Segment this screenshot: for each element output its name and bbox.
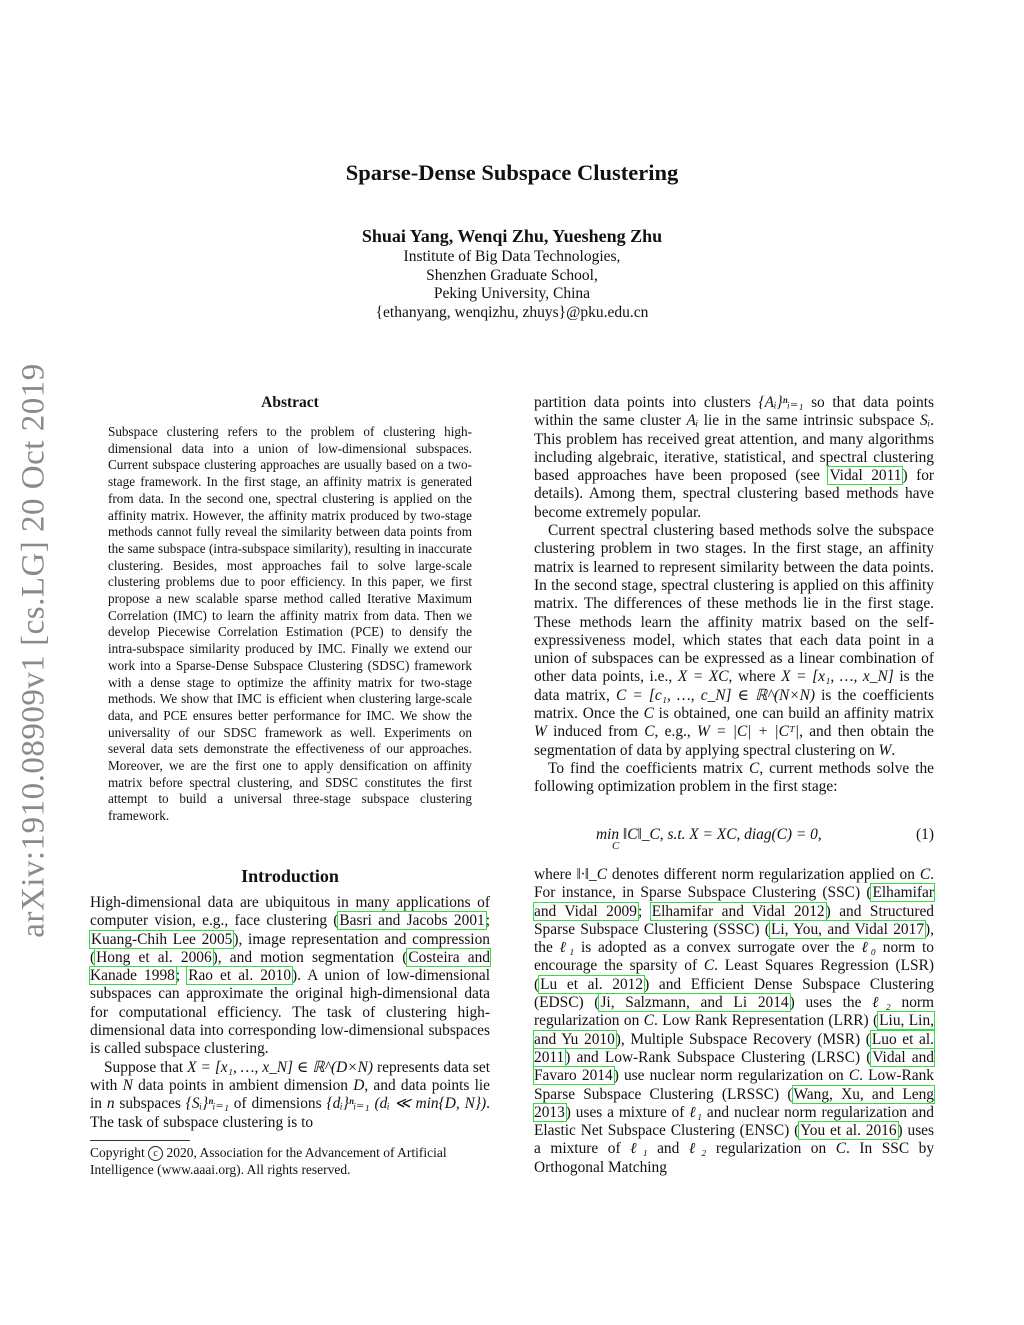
math-inline: X = [x₁, …, x_N] ∈ ℝ^(D×N) [187, 1058, 374, 1076]
math-inline: X = [x₁, …, x_N] [781, 668, 894, 686]
math-inline: {Aᵢ}ⁿᵢ₌₁ [758, 394, 804, 411]
math-inline: N [122, 1076, 133, 1094]
citation-link[interactable]: Li, You, and Vidal 2017 [770, 920, 925, 938]
intro-paragraph-1 [90, 894, 490, 1059]
text-run: ). A union of low-dimensional subspaces can approximate the original high-dimensional data for computational efficiency. The task of clustering high-dimensional data into corresponding low-dimensional subspaces is called subspace clustering. [90, 967, 490, 1058]
citation-link[interactable]: Elhamifar and Vidal 2009 [534, 884, 934, 920]
right-paragraph-4 [534, 866, 934, 1177]
text-run: Current spectral clustering based methods solve the subspace clustering problem in two stages. In the first stage, an affinity matrix is learned to represent similarity between the data points. In the second stage, spectral clustering is applied on this affinity matrix. The differences of these methods lie in the first stage. These methods learn the affinity matrix based on the self-expressiveness model, which states that each data point in a union of subspaces can be expressed as a linear combination of other data points, i.e., [534, 522, 934, 686]
right-paragraph-3 [534, 760, 934, 797]
right-column-top [534, 394, 934, 797]
math-inline: ℓ₁ [559, 939, 575, 957]
text-run: High-dimensional data are ubiquitous in many applications of computer vision, e.g., face clustering ( [90, 894, 490, 930]
text-run: denotes different norm regularization applied on [606, 866, 920, 883]
math-inline: ℓ₁ [630, 1140, 648, 1158]
math-inline: C [919, 866, 931, 883]
text-run: regularization on [706, 1140, 836, 1158]
left-column [90, 894, 490, 1132]
text-run: ), Multiple Subspace Recovery (MSR) ( [615, 1030, 871, 1048]
text-run: ) and Efficient Dense Subspace Clustering (EDSC) ( [534, 975, 935, 1012]
math-inline: C [703, 957, 715, 975]
equation-body: min ‖C‖_C, s.t. X = XC, diag(C) = 0, [596, 826, 822, 843]
introduction-heading: Introduction [241, 866, 339, 886]
text-run: norm to encourage the sparsity of [534, 939, 934, 975]
text-run: . In SSC by Orthogonal Matching [534, 1140, 935, 1176]
arxiv-id: arXiv:1910.08909v1 [cs.LG] 20 Oct 2019 [15, 362, 52, 938]
math-inline: ℓ₂ [872, 994, 891, 1012]
text-run: induced from [546, 723, 645, 741]
text-run: is the data matrix, [534, 668, 935, 704]
text-run: . Low Rank Representation (LRR) ( [653, 1012, 879, 1030]
author-emails: {ethanyang, wenqizhu, zhuys}@pku.edu.cn [375, 303, 649, 321]
math-inline: C [835, 1140, 846, 1158]
text-run: To find the coefficients matrix [548, 759, 750, 777]
text-run: and nuclear norm regularization and Elastic Net Subspace Clustering (ENSC) ( [534, 1103, 934, 1140]
citation-link[interactable]: Ji, Salzmann, and Li 2014 [600, 994, 789, 1012]
text-run: ) uses a mixture of [534, 1122, 935, 1158]
text-run: , current methods solve the following optimization problem in the first stage: [534, 759, 934, 796]
math-inline: W [534, 723, 547, 741]
math-inline: {dᵢ}ⁿᵢ₌₁ [326, 1095, 370, 1113]
text-run: so that data points within the same cluster [534, 394, 934, 430]
text-run: is obtained, one can build an affinity matrix [653, 705, 934, 723]
text-run: 2020, Association for the Advancement of Artificial Intelligence (www.aaai.org). All rights reserved. [90, 1145, 447, 1177]
citation-link[interactable]: Liu, Lin, and Yu 2010 [534, 1012, 935, 1048]
text-run: ), the [534, 920, 934, 957]
affiliation-line: Institute of Big Data Technologies, [403, 248, 621, 265]
math-inline: C [848, 1067, 860, 1085]
text-run: ; [485, 912, 490, 930]
right-paragraph-2 [534, 522, 934, 760]
math-inline: ℓ₀ [861, 939, 877, 957]
paper-title: Sparse-Dense Subspace Clustering [345, 160, 679, 185]
text-run: . This problem has received great attention, and many algorithms including algebraic, iterative, statistical, and spectral clustering based approaches have been proposed (see [534, 412, 934, 485]
citation-link[interactable]: Kuang-Chih Lee 2005 [91, 930, 233, 948]
text-run: represents data set with [90, 1058, 491, 1094]
text-run: ; [637, 902, 651, 920]
citation-link[interactable]: Rao et al. 2010 [188, 967, 292, 985]
text-run: Suppose that [104, 1058, 188, 1076]
affiliation-block [0, 248, 1024, 322]
text-run: ) use nuclear norm regularization on [613, 1067, 849, 1085]
right-column-bottom [534, 866, 934, 1177]
math-inline: C [643, 1012, 654, 1030]
text-run: . For instance, in Sparse Subspace Clustering (SSC) ( [534, 866, 934, 902]
text-run: ; [175, 967, 188, 985]
text-run: , where [728, 668, 782, 686]
text-run: ), image representation and compression ( [90, 930, 490, 966]
text-run: ) uses a mixture of [565, 1103, 690, 1121]
math-inline: D [353, 1076, 365, 1094]
text-run: is the coefficients matrix. Once the [534, 686, 934, 723]
math-inline: X = XC [677, 668, 729, 686]
text-run: . The task of subspace clustering is to [90, 1095, 490, 1131]
footnote-rule [90, 1140, 190, 1141]
text-run: partition data points into clusters [534, 394, 759, 411]
author-list: Shuai Yang, Wenqi Zhu, Yuesheng Zhu [361, 226, 663, 246]
citation-link[interactable]: Wang, Xu, and Leng 2013 [534, 1085, 934, 1121]
citation-link[interactable]: Costeira and Kanade 1998 [90, 948, 491, 985]
text-run: . Low-Rank Sparse Subspace Clustering (LRSSC) ( [534, 1067, 934, 1103]
equation-number: (1) [916, 826, 934, 843]
citation-link[interactable]: Lu et al. 2012 [540, 975, 644, 993]
copyright-footnote [90, 1144, 490, 1178]
text-run: of dimensions [228, 1095, 327, 1113]
math-inline: Sᵢ [920, 412, 931, 430]
text-run: . [891, 741, 896, 759]
intro-paragraph-2 [90, 1059, 490, 1132]
math-inline: C [643, 705, 654, 723]
arxiv-sidebar-stamp [14, 355, 54, 945]
math-inline: {Sᵢ}ⁿᵢ₌₁ [185, 1095, 229, 1113]
text-run: ) uses the [789, 994, 873, 1012]
text-run: Copyright [90, 1145, 149, 1160]
text-run: ), and motion segmentation ( [212, 948, 408, 966]
copyright-icon: c [148, 1146, 163, 1161]
text-run: and [647, 1140, 689, 1158]
equation-min-subscript: C [612, 840, 620, 852]
math-inline: W = |C| + |Cᵀ| [697, 723, 800, 741]
math-inline: n [106, 1095, 115, 1113]
affiliation-line: Shenzhen Graduate School, [426, 266, 598, 284]
citation-link[interactable]: Vidal 2011 [829, 467, 902, 485]
right-paragraph-1 [534, 394, 934, 522]
math-inline: C [644, 723, 655, 741]
abstract-heading: Abstract [261, 394, 319, 411]
citation-link[interactable]: Basri and Jacobs 2001 [339, 912, 485, 930]
text-run: lie in the same intrinsic subspace [698, 412, 920, 430]
text-run: . Least Squares Regression (LSR) ( [534, 957, 934, 993]
text-run: subspaces [114, 1095, 186, 1113]
math-inline: ℓ₂ [688, 1140, 707, 1158]
text-run: norm regularization on [534, 994, 934, 1030]
text-run: , e.g., [654, 723, 698, 741]
text-run: ) for details). Among them, spectral clustering based methods have become extremely popular. [534, 467, 935, 521]
math-inline: C [749, 759, 760, 777]
citation-link[interactable]: Luo et al. 2011 [534, 1030, 934, 1066]
math-inline: C = [c₁, …, c_N] ∈ ℝ^(N×N) [615, 686, 815, 704]
abstract-body [108, 424, 472, 825]
text-run: ) and Low-Rank Subspace Clustering (LRSC) ( [565, 1048, 872, 1066]
text-run: is adopted as a convex surrogate over the [574, 939, 862, 957]
text-run: data points in ambient dimension [132, 1076, 354, 1094]
abstract-text: Subspace clustering refers to the problem of clustering high-dimensional data into a union of low-dimensional subspaces. Current subspace clustering approaches are usually based on a two-stage framework. In the first stage, an affinity matrix is generated from data. In the second one, spectral clustering is applied on the affinity matrix. However, the affinity matrix produced by two-stage methods cannot fully reveal the similarity between data points from the same subspace (intra-subspace similarity), resulting in inaccurate clustering. Besides, most approaches fail to solve large-scale clustering problems due to poor efficiency. In this paper, we first propose a new scalable sparse method called Iterative Maximum Correlation (IMC) to learn the affinity matrix from data. Then we develop Piecewise Correlation Estimation (PCE) to densify the intra-subspace similarity produced by IMC. Finally we extend our work into a Sparse-Dense Subspace Clustering (SDSC) framework with a dense stage to optimize the affinity matrix for two-stage methods. We show that IMC is efficient when clustering large-scale data, and PCE ensures better performance for IMC. We show the universality of our SDSC framework as well. Experiments on several data sets demonstrate the effectiveness of our approaches. Moreover, we are the first one to apply densification on affinity matrix before spectral clustering, and SDSC constitutes the first attempt to build a universal three-stage subspace clustering framework. [108, 424, 472, 824]
math-inline: Aᵢ [686, 412, 699, 430]
math-inline: W [878, 741, 892, 759]
text-run: ) and Structured Sparse Subspace Clustering (SSSC) ( [534, 902, 934, 938]
citation-link[interactable]: Hong et al. 2006 [96, 948, 212, 966]
text-run: , and data points lie in [90, 1076, 490, 1113]
math-inline: (dᵢ ≪ min{D, N}) [374, 1095, 487, 1113]
affiliation-line: Peking University, China [433, 285, 591, 302]
text-run: where [534, 866, 577, 883]
citation-link[interactable]: Elhamifar and Vidal 2012 [651, 902, 825, 920]
citation-link[interactable]: Vidal and Favaro 2014 [534, 1048, 934, 1085]
text-run: , and then obtain the segmentation of data by applying spectral clustering on [534, 723, 935, 759]
citation-link[interactable]: You et al. 2016 [800, 1122, 897, 1140]
math-inline: ℓ₁ [689, 1103, 703, 1121]
math-inline: ‖·‖_C [576, 866, 607, 883]
